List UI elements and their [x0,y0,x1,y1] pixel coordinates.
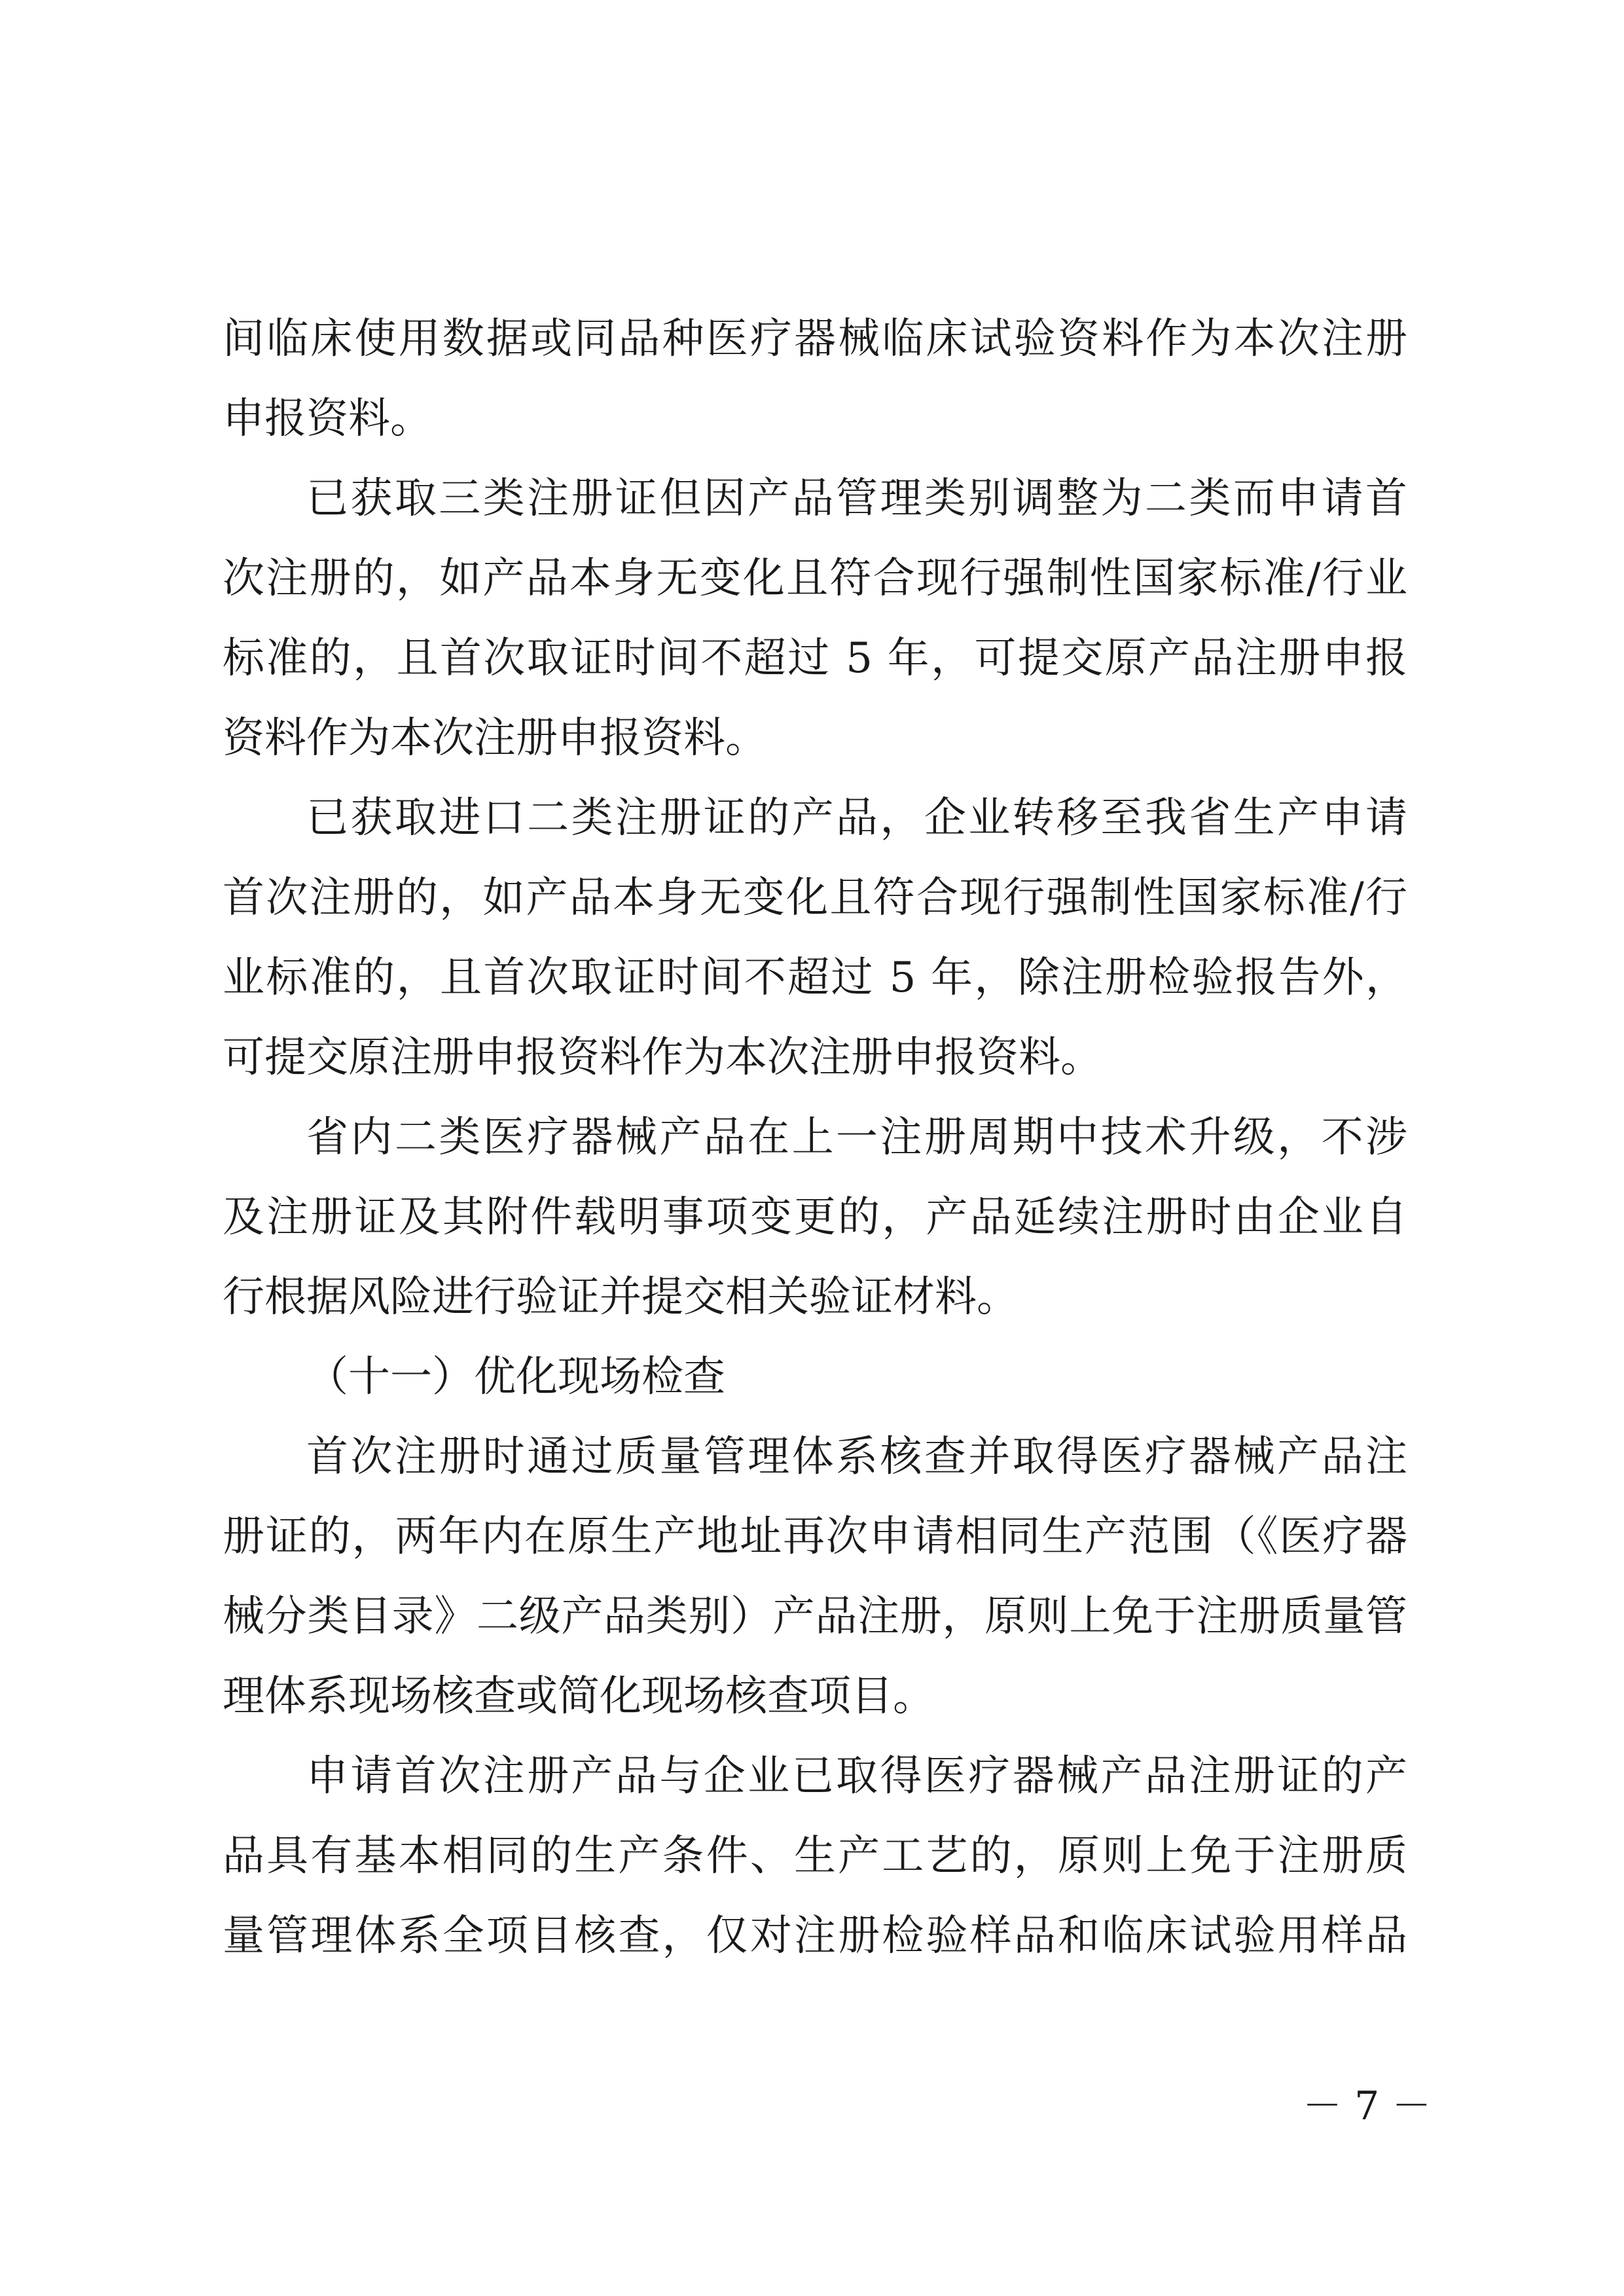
paragraph-line: 理体系现场核查或简化现场核查项目。 [223,1672,935,1721]
paragraph-line: 已获取进口二类注册证的产品，企业转移至我省生产申请 [306,794,1407,842]
paragraph-line: 申请首次注册产品与企业已取得医疗器械产品注册证的产 [306,1752,1407,1801]
paragraph-line: 行根据风险进行验证并提交相关验证材料。 [223,1273,1019,1321]
paragraph-line: 资料作为本次注册申报资料。 [223,714,767,762]
paragraph-line: 标准的，且首次取证时间不超过 5 年，可提交原产品注册申报 [223,634,1407,683]
paragraph-line: 械分类目录》二级产品类别）产品注册，原则上免于注册质量管 [223,1592,1407,1641]
paragraph-line: 及注册证及其附件载明事项变更的，产品延续注册时由企业自 [223,1193,1407,1242]
section-heading: （十一）优化现场检查 [306,1353,725,1401]
paragraph-line: 册证的，两年内在原生产地址再次申请相同生产范围（《医疗器 [223,1513,1407,1561]
paragraph-line: 已获取三类注册证但因产品管理类别调整为二类而申请首 [306,475,1407,523]
paragraph-line: 首次注册的，如产品本身无变化且符合现行强制性国家标准/行 [223,874,1407,922]
paragraph-line: 业标准的，且首次取证时间不超过 5 年，除注册检验报告外， [223,954,1407,1002]
paragraph-line: 量管理体系全项目核查，仅对注册检验样品和临床试验用样品 [223,1912,1407,1960]
paragraph-line: 次注册的，如产品本身无变化且符合现行强制性国家标准/行业 [223,554,1407,603]
paragraph-line: 首次注册时通过质量管理体系核查并取得医疗器械产品注 [306,1433,1407,1481]
paragraph-line: 间临床使用数据或同品种医疗器械临床试验资料作为本次注册 [223,315,1407,363]
page-number: － 7 － [1303,2083,1432,2129]
paragraph-line: 品具有基本相同的生产条件、生产工艺的，原则上免于注册质 [223,1832,1407,1880]
paragraph-line: 申报资料。 [223,395,432,443]
paragraph-line: 可提交原注册申报资料作为本次注册申报资料。 [223,1033,1102,1082]
paragraph-line: 省内二类医疗器械产品在上一注册周期中技术升级，不涉 [306,1113,1407,1162]
